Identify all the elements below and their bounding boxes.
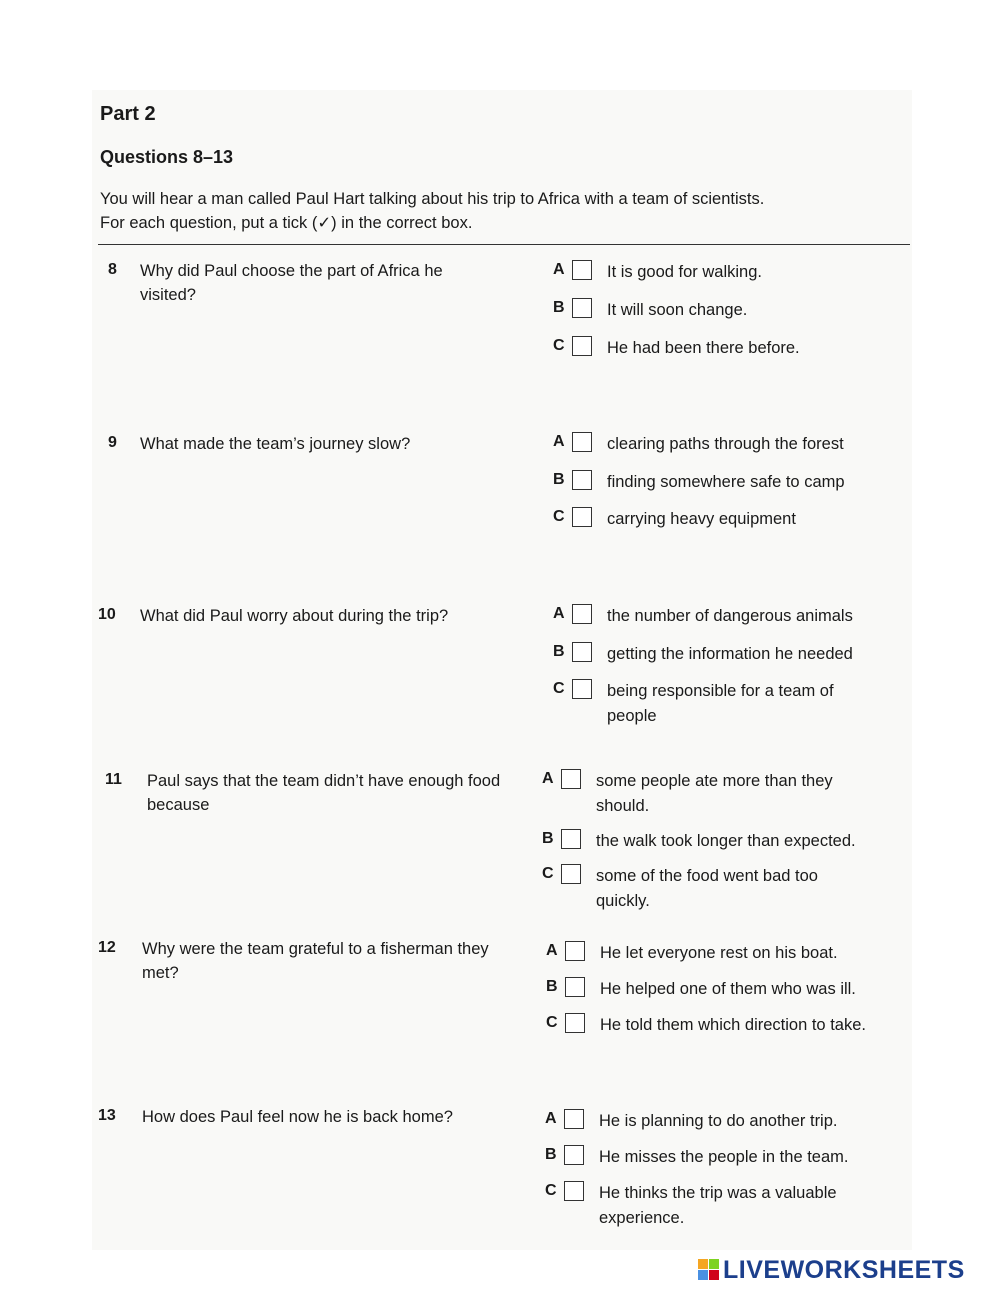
option-letter: C xyxy=(553,337,565,354)
question-number: 11 xyxy=(105,771,122,788)
option-13c[interactable] xyxy=(545,1181,945,1227)
instructions-line-2: For each question, put a tick (✓) in the correct box. xyxy=(100,214,473,232)
option-text: getting the information he needed xyxy=(607,645,853,663)
option-letter: A xyxy=(542,770,554,787)
option-letter: C xyxy=(546,1014,558,1031)
option-letter: A xyxy=(545,1110,557,1127)
option-12a[interactable] xyxy=(546,941,946,965)
option-text: some people ate more than they should. xyxy=(596,772,833,815)
option-letter: C xyxy=(542,865,554,882)
part-title: Part 2 xyxy=(100,103,156,125)
option-12c[interactable] xyxy=(546,1013,946,1037)
instructions-line-1: You will hear a man called Paul Hart talking about his trip to Africa with a team of scientists. xyxy=(100,190,765,208)
answer-checkbox[interactable] xyxy=(572,679,592,699)
option-text: some of the food went bad too quickly. xyxy=(596,867,818,910)
answer-checkbox[interactable] xyxy=(564,1181,584,1201)
option-9c[interactable] xyxy=(553,507,953,531)
option-11b[interactable] xyxy=(542,829,942,853)
liveworksheets-icon xyxy=(698,1259,720,1281)
answer-checkbox[interactable] xyxy=(561,864,581,884)
option-letter: A xyxy=(553,605,565,622)
option-letter: A xyxy=(546,942,558,959)
answer-checkbox[interactable] xyxy=(572,604,592,624)
answer-checkbox[interactable] xyxy=(572,507,592,527)
option-letter: A xyxy=(553,261,565,278)
answer-checkbox[interactable] xyxy=(572,642,592,662)
option-letter: C xyxy=(545,1182,557,1199)
instructions xyxy=(100,187,900,235)
option-text: He misses the people in the team. xyxy=(599,1148,849,1166)
option-10b[interactable] xyxy=(553,642,953,666)
divider xyxy=(98,244,910,245)
answer-checkbox[interactable] xyxy=(572,432,592,452)
question-number: 13 xyxy=(98,1107,116,1124)
option-letter: B xyxy=(553,471,565,488)
answer-checkbox[interactable] xyxy=(565,1013,585,1033)
option-11a[interactable] xyxy=(542,769,942,815)
answer-checkbox[interactable] xyxy=(572,260,592,280)
option-letter: B xyxy=(546,978,558,995)
option-letter: B xyxy=(553,299,565,316)
answer-checkbox[interactable] xyxy=(565,941,585,961)
option-13b[interactable] xyxy=(545,1145,945,1169)
option-8a[interactable] xyxy=(553,260,953,284)
option-12b[interactable] xyxy=(546,977,946,1001)
question-number: 9 xyxy=(108,434,117,451)
answer-checkbox[interactable] xyxy=(561,769,581,789)
option-text: the number of dangerous animals xyxy=(607,607,853,625)
question-text: Why were the team grateful to a fisherman they met? xyxy=(142,940,489,982)
liveworksheets-logo xyxy=(698,1256,965,1284)
option-8c[interactable] xyxy=(553,336,953,360)
question-number: 10 xyxy=(98,606,116,623)
answer-checkbox[interactable] xyxy=(572,470,592,490)
option-text: He is planning to do another trip. xyxy=(599,1112,838,1130)
option-text: carrying heavy equipment xyxy=(607,510,796,528)
question-range: Questions 8–13 xyxy=(100,147,234,167)
option-text: He thinks the trip was a valuable experience. xyxy=(599,1184,837,1227)
option-11c[interactable] xyxy=(542,864,942,910)
answer-checkbox[interactable] xyxy=(572,298,592,318)
option-10c[interactable] xyxy=(553,679,953,725)
answer-checkbox[interactable] xyxy=(561,829,581,849)
option-text: finding somewhere safe to camp xyxy=(607,473,845,491)
question-text: Paul says that the team didn’t have enough food because xyxy=(147,772,501,814)
question-number: 12 xyxy=(98,939,116,956)
answer-checkbox[interactable] xyxy=(564,1145,584,1165)
question-number: 8 xyxy=(108,261,117,278)
option-9b[interactable] xyxy=(553,470,953,494)
option-letter: C xyxy=(553,508,565,525)
option-text: clearing paths through the forest xyxy=(607,435,844,453)
question-text: Why did Paul choose the part of Africa he visited? xyxy=(140,262,443,304)
answer-checkbox[interactable] xyxy=(572,336,592,356)
option-text: He had been there before. xyxy=(607,339,800,357)
option-letter: A xyxy=(553,433,565,450)
option-letter: B xyxy=(542,830,554,847)
option-13a[interactable] xyxy=(545,1109,945,1133)
answer-checkbox[interactable] xyxy=(565,977,585,997)
option-text: He let everyone rest on his boat. xyxy=(600,944,838,962)
option-8b[interactable] xyxy=(553,298,953,322)
question-text: What did Paul worry about during the trip? xyxy=(140,607,449,625)
option-text: It will soon change. xyxy=(607,301,748,319)
option-10a[interactable] xyxy=(553,604,953,628)
question-text: How does Paul feel now he is back home? xyxy=(142,1108,453,1126)
option-text: He told them which direction to take. xyxy=(600,1016,866,1034)
option-text: being responsible for a team of people xyxy=(607,682,834,725)
option-text: the walk took longer than expected. xyxy=(596,832,856,850)
option-letter: C xyxy=(553,680,565,697)
option-text: He helped one of them who was ill. xyxy=(600,980,856,998)
option-letter: B xyxy=(553,643,565,660)
option-text: It is good for walking. xyxy=(607,263,762,281)
option-letter: B xyxy=(545,1146,557,1163)
question-text: What made the team’s journey slow? xyxy=(140,435,411,453)
brand-name: LIVEWORKSHEETS xyxy=(723,1255,965,1284)
option-9a[interactable] xyxy=(553,432,953,456)
answer-checkbox[interactable] xyxy=(564,1109,584,1129)
